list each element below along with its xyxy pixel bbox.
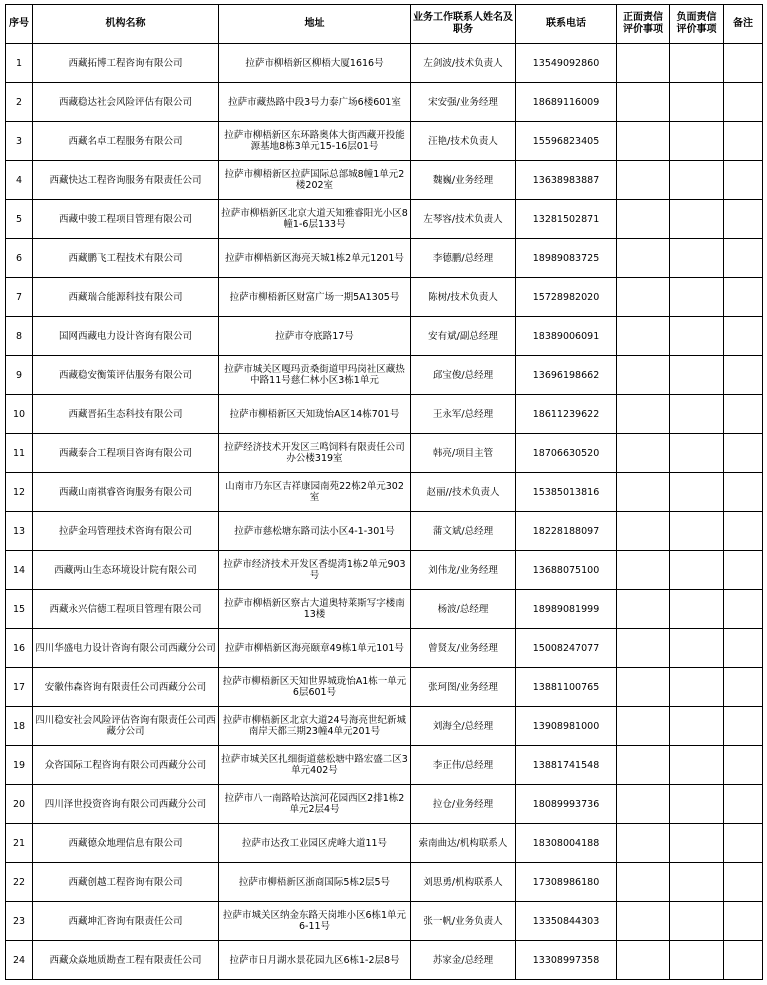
col-header-address: 地址 (219, 5, 411, 44)
table-row (6, 902, 763, 941)
cell-positive (617, 278, 670, 317)
cell-note (724, 746, 763, 785)
cell-org-name: 西藏稳达社会风险评估有限公司 (33, 83, 219, 122)
cell-phone: 13881741548 (516, 746, 617, 785)
cell-negative (670, 707, 724, 746)
cell-address: 拉萨市柳梧新区海亮颐章49栋1单元101号 (219, 629, 411, 668)
cell-address: 拉萨市柳梧新区财富广场一期5A1305号 (219, 278, 411, 317)
table-row (6, 200, 763, 239)
col-header-negative: 负面责信评价事项 (670, 5, 724, 44)
cell-org-name: 西藏中骏工程项目管理有限公司 (33, 200, 219, 239)
cell-positive (617, 239, 670, 278)
table-row (6, 941, 763, 980)
cell-negative (670, 785, 724, 824)
cell-note (724, 512, 763, 551)
cell-contact: 索南曲达/机构联系人 (411, 824, 516, 863)
cell-seq: 3 (6, 122, 33, 161)
cell-positive (617, 356, 670, 395)
table-row (6, 317, 763, 356)
cell-phone: 18689116009 (516, 83, 617, 122)
cell-positive (617, 395, 670, 434)
cell-phone: 13688075100 (516, 551, 617, 590)
cell-address: 拉萨市日月湖水景花园九区6栋1-2层8号 (219, 941, 411, 980)
cell-seq: 20 (6, 785, 33, 824)
cell-contact: 拉仓/业务经理 (411, 785, 516, 824)
table-row (6, 590, 763, 629)
cell-positive (617, 44, 670, 83)
cell-phone: 18989083725 (516, 239, 617, 278)
cell-negative (670, 278, 724, 317)
cell-positive (617, 122, 670, 161)
cell-contact: 李德鹏/总经理 (411, 239, 516, 278)
cell-positive (617, 590, 670, 629)
cell-positive (617, 317, 670, 356)
cell-negative (670, 395, 724, 434)
cell-positive (617, 863, 670, 902)
cell-positive (617, 551, 670, 590)
cell-note (724, 356, 763, 395)
cell-address: 拉萨市柳梧新区察古大道奥特莱斯写字楼南13楼 (219, 590, 411, 629)
cell-address: 拉萨市柳梧新区浙商国际5栋2层5号 (219, 863, 411, 902)
cell-note (724, 629, 763, 668)
cell-address: 拉萨市柳梧新区北京大道24号海亮世纪新城南岸天都三期23幢4单元201号 (219, 707, 411, 746)
cell-note (724, 200, 763, 239)
cell-positive (617, 746, 670, 785)
cell-address: 拉萨市八一南路哈达滨河花园西区2排1栋2单元2层4号 (219, 785, 411, 824)
cell-positive (617, 902, 670, 941)
cell-note (724, 668, 763, 707)
col-header-seq: 序号 (6, 5, 33, 44)
cell-negative (670, 746, 724, 785)
cell-contact: 李正伟/总经理 (411, 746, 516, 785)
cell-seq: 19 (6, 746, 33, 785)
cell-phone: 18706630520 (516, 434, 617, 473)
cell-contact: 韩亮/项目主管 (411, 434, 516, 473)
cell-contact: 魏巍/业务经理 (411, 161, 516, 200)
table-row (6, 434, 763, 473)
cell-note (724, 317, 763, 356)
cell-seq: 2 (6, 83, 33, 122)
cell-note (724, 785, 763, 824)
cell-phone: 15385013816 (516, 473, 617, 512)
cell-negative (670, 512, 724, 551)
table-row (6, 668, 763, 707)
cell-address: 拉萨市柳梧新区柳梧大厦1616号 (219, 44, 411, 83)
cell-contact: 蒲文斌/总经理 (411, 512, 516, 551)
agency-table (5, 4, 763, 980)
cell-seq: 4 (6, 161, 33, 200)
col-header-contact: 业务工作联系人姓名及职务 (411, 5, 516, 44)
table-row (6, 629, 763, 668)
cell-positive (617, 941, 670, 980)
table-row (6, 824, 763, 863)
table-row (6, 785, 763, 824)
cell-org-name: 国网西藏电力设计咨询有限公司 (33, 317, 219, 356)
cell-negative (670, 941, 724, 980)
cell-contact: 邱宝俊/总经理 (411, 356, 516, 395)
table-row (6, 512, 763, 551)
cell-org-name: 西藏山南祺睿咨询服务有限公司 (33, 473, 219, 512)
cell-address: 拉萨市柳梧新区拉萨国际总部城8幢1单元2楼202室 (219, 161, 411, 200)
cell-contact: 赵丽//技术负责人 (411, 473, 516, 512)
cell-note (724, 44, 763, 83)
cell-address: 山南市乃东区吉祥康园南苑22栋2单元302室 (219, 473, 411, 512)
table-row (6, 161, 763, 200)
cell-org-name: 西藏稳安衡策评估服务有限公司 (33, 356, 219, 395)
cell-address: 拉萨市藏热路中段3号力泰广场6楼601室 (219, 83, 411, 122)
cell-negative (670, 863, 724, 902)
cell-seq: 7 (6, 278, 33, 317)
cell-seq: 24 (6, 941, 33, 980)
cell-org-name: 西藏创越工程咨询有限公司 (33, 863, 219, 902)
table-row (6, 395, 763, 434)
cell-negative (670, 122, 724, 161)
col-header-org: 机构名称 (33, 5, 219, 44)
cell-phone: 18611239622 (516, 395, 617, 434)
cell-note (724, 161, 763, 200)
cell-phone: 13549092860 (516, 44, 617, 83)
cell-org-name: 西藏瑞合能源科技有限公司 (33, 278, 219, 317)
cell-contact: 安有斌/副总经理 (411, 317, 516, 356)
cell-contact: 张一帆/业务负责人 (411, 902, 516, 941)
table-row (6, 278, 763, 317)
cell-contact: 刘思勇/机构联系人 (411, 863, 516, 902)
cell-positive (617, 668, 670, 707)
cell-seq: 14 (6, 551, 33, 590)
cell-phone: 15728982020 (516, 278, 617, 317)
cell-org-name: 西藏拓博工程咨询有限公司 (33, 44, 219, 83)
cell-seq: 17 (6, 668, 33, 707)
cell-contact: 刘海全/总经理 (411, 707, 516, 746)
cell-note (724, 941, 763, 980)
cell-phone: 13696198662 (516, 356, 617, 395)
cell-contact: 曾贤友/业务经理 (411, 629, 516, 668)
cell-negative (670, 551, 724, 590)
cell-address: 拉萨市柳梧新区东环路奥体大街西藏开投能源基地8栋3单元15-16层01号 (219, 122, 411, 161)
cell-address: 拉萨市达孜工业园区虎峰大道11号 (219, 824, 411, 863)
cell-phone: 18389006091 (516, 317, 617, 356)
cell-org-name: 众咨国际工程咨询有限公司西藏分公司 (33, 746, 219, 785)
cell-org-name: 西藏两山生态环境设计院有限公司 (33, 551, 219, 590)
cell-seq: 13 (6, 512, 33, 551)
cell-negative (670, 200, 724, 239)
cell-contact: 刘伟龙/业务经理 (411, 551, 516, 590)
cell-org-name: 拉萨金玛管理技术咨询有限公司 (33, 512, 219, 551)
cell-phone: 18089993736 (516, 785, 617, 824)
cell-phone: 13908981000 (516, 707, 617, 746)
cell-address: 拉萨经济技术开发区三鸣饲料有限责任公司办公楼319室 (219, 434, 411, 473)
cell-positive (617, 785, 670, 824)
cell-seq: 5 (6, 200, 33, 239)
table-row (6, 473, 763, 512)
cell-seq: 12 (6, 473, 33, 512)
cell-note (724, 83, 763, 122)
cell-positive (617, 629, 670, 668)
cell-negative (670, 239, 724, 278)
cell-seq: 9 (6, 356, 33, 395)
cell-negative (670, 902, 724, 941)
cell-note (724, 239, 763, 278)
cell-seq: 16 (6, 629, 33, 668)
table-row (6, 707, 763, 746)
cell-note (724, 395, 763, 434)
cell-seq: 10 (6, 395, 33, 434)
cell-contact: 杨波/总经理 (411, 590, 516, 629)
table-row (6, 356, 763, 395)
cell-positive (617, 200, 670, 239)
cell-seq: 11 (6, 434, 33, 473)
cell-org-name: 西藏晋拓生态科技有限公司 (33, 395, 219, 434)
cell-org-name: 西藏众焱地质勘查工程有限责任公司 (33, 941, 219, 980)
cell-phone: 15008247077 (516, 629, 617, 668)
col-header-note: 备注 (724, 5, 763, 44)
cell-seq: 22 (6, 863, 33, 902)
col-header-positive: 正面责信评价事项 (617, 5, 670, 44)
cell-address: 拉萨市城关区扎细街道慈松塘中路宏盛二区3单元402号 (219, 746, 411, 785)
cell-note (724, 278, 763, 317)
cell-negative (670, 668, 724, 707)
cell-contact: 宋安强/业务经理 (411, 83, 516, 122)
cell-seq: 1 (6, 44, 33, 83)
cell-seq: 23 (6, 902, 33, 941)
cell-org-name: 西藏鹏飞工程技术有限公司 (33, 239, 219, 278)
cell-phone: 15596823405 (516, 122, 617, 161)
cell-note (724, 551, 763, 590)
table-row (6, 746, 763, 785)
cell-org-name: 安徽伟森咨询有限责任公司西藏分公司 (33, 668, 219, 707)
cell-seq: 21 (6, 824, 33, 863)
cell-phone: 13350844303 (516, 902, 617, 941)
cell-positive (617, 161, 670, 200)
cell-org-name: 西藏泰合工程项目咨询有限公司 (33, 434, 219, 473)
table-row (6, 44, 763, 83)
cell-phone: 13281502871 (516, 200, 617, 239)
cell-address: 拉萨市夺底路17号 (219, 317, 411, 356)
cell-phone: 13881100765 (516, 668, 617, 707)
cell-contact: 王永军/总经理 (411, 395, 516, 434)
cell-contact: 左剑波/技术负责人 (411, 44, 516, 83)
cell-note (724, 122, 763, 161)
cell-org-name: 西藏快达工程咨询服务有限责任公司 (33, 161, 219, 200)
table-row (6, 239, 763, 278)
cell-address: 拉萨市柳梧新区天知珑怡A区14栋701号 (219, 395, 411, 434)
cell-negative (670, 83, 724, 122)
cell-phone: 17308986180 (516, 863, 617, 902)
table-body (6, 44, 763, 980)
table-row (6, 83, 763, 122)
cell-negative (670, 356, 724, 395)
cell-note (724, 590, 763, 629)
table-row (6, 122, 763, 161)
cell-phone: 18228188097 (516, 512, 617, 551)
cell-positive (617, 512, 670, 551)
cell-negative (670, 317, 724, 356)
cell-address: 拉萨市柳梧新区天知世界城珑怡A1栋一单元6层601号 (219, 668, 411, 707)
cell-phone: 13308997358 (516, 941, 617, 980)
cell-note (724, 434, 763, 473)
cell-note (724, 473, 763, 512)
cell-negative (670, 824, 724, 863)
cell-note (724, 707, 763, 746)
cell-contact: 汪艳/技术负责人 (411, 122, 516, 161)
cell-address: 拉萨市城关区纳金东路天岗堆小区6栋1单元6-11号 (219, 902, 411, 941)
table-row (6, 863, 763, 902)
cell-address: 拉萨市柳梧新区海亮天城1栋2单元1201号 (219, 239, 411, 278)
cell-negative (670, 590, 724, 629)
cell-phone: 13638983887 (516, 161, 617, 200)
cell-note (724, 824, 763, 863)
col-header-phone: 联系电话 (516, 5, 617, 44)
cell-seq: 18 (6, 707, 33, 746)
cell-contact: 苏家金/总经理 (411, 941, 516, 980)
header-row (6, 5, 763, 44)
cell-org-name: 西藏德众地理信息有限公司 (33, 824, 219, 863)
cell-org-name: 四川稳安社会风险评估咨询有限责任公司西藏分公司 (33, 707, 219, 746)
cell-negative (670, 473, 724, 512)
cell-negative (670, 434, 724, 473)
cell-positive (617, 707, 670, 746)
cell-contact: 陈树/技术负责人 (411, 278, 516, 317)
cell-positive (617, 83, 670, 122)
cell-seq: 6 (6, 239, 33, 278)
cell-org-name: 西藏名卓工程服务有限公司 (33, 122, 219, 161)
cell-address: 拉萨市慈松塘东路司法小区4-1-301号 (219, 512, 411, 551)
cell-positive (617, 824, 670, 863)
cell-address: 拉萨市城关区嘎玛贡桑街道甲玛岗社区藏热中路11号慈仁林小区3栋1单元 (219, 356, 411, 395)
cell-contact: 左琴容/技术负责人 (411, 200, 516, 239)
cell-phone: 18989081999 (516, 590, 617, 629)
cell-positive (617, 434, 670, 473)
cell-org-name: 西藏坤汇咨询有限责任公司 (33, 902, 219, 941)
cell-contact: 张珂图/业务经理 (411, 668, 516, 707)
cell-positive (617, 473, 670, 512)
cell-negative (670, 161, 724, 200)
table-row (6, 551, 763, 590)
cell-org-name: 四川泽世投资咨询有限公司西藏分公司 (33, 785, 219, 824)
cell-phone: 18308004188 (516, 824, 617, 863)
cell-negative (670, 629, 724, 668)
cell-org-name: 西藏永兴信德工程项目管理有限公司 (33, 590, 219, 629)
cell-note (724, 863, 763, 902)
cell-seq: 15 (6, 590, 33, 629)
cell-note (724, 902, 763, 941)
cell-address: 拉萨市柳梧新区北京大道天知雅睿阳光小区8幢1-6层133号 (219, 200, 411, 239)
cell-seq: 8 (6, 317, 33, 356)
cell-address: 拉萨市经济技术开发区香缇湾1栋2单元903号 (219, 551, 411, 590)
cell-org-name: 四川华盛电力设计咨询有限公司西藏分公司 (33, 629, 219, 668)
cell-negative (670, 44, 724, 83)
